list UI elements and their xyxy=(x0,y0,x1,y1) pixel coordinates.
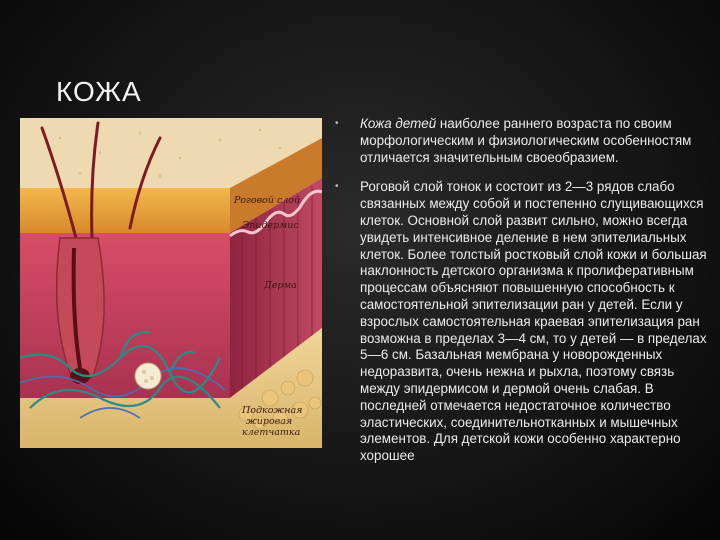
slide-title: КОЖА xyxy=(56,76,142,107)
epidermis-layer xyxy=(20,188,230,233)
label-subcutaneous-2: жировая xyxy=(246,416,293,427)
bullet-dot-icon: • xyxy=(335,118,339,129)
label-stratum-corneum: Роговой слой xyxy=(234,195,301,206)
label-epidermis: Эпидермис xyxy=(242,220,299,231)
label-subcutaneous-3: клетчатка xyxy=(242,427,301,438)
bullet-item xyxy=(332,116,716,166)
label-subcutaneous-1: Подкожная xyxy=(242,405,303,416)
bullet-item xyxy=(332,179,716,465)
bullet-text: Роговой слой тонок и состоит из 2—3 рядов слабо связанных между собой и постепенно слущивающихся клеток. Основной слой развит сильно, можно всегда увидеть интенсивное деление в нем эпителиальных клеток. Более толстый ростковый слой кожи и большая наклонность детского организма к пролиферативным процессам объясняют повышенную способность к самостоятельной эпителизации ран у детей. Если у взрослых самостоятельная краевая эпителизация ран возможна в пределах 3—4 см, то у детей — в пределах 5—6 см. Базальная мембрана у новорожденных недоразвита, очень нежна и рыхла, поэтому связь между эпидермисом и дермой очень слабая. В последней отмечается недостаточное количество эластических, соединительнотканных и мышечных элементов. Для детской кожи особенно характерно хорошее xyxy=(360,179,707,464)
bullet-text: наиболее раннего возраста по своим морфологическим и физиологическим особенностям отличается значительным своеобразием. xyxy=(360,116,692,165)
text-column xyxy=(332,116,716,478)
bullet-emphasis: Кожа детей xyxy=(360,116,437,131)
skin-cross-section-illustration xyxy=(20,118,322,448)
bullet-dot-icon: • xyxy=(335,181,339,193)
label-dermis: Дерма xyxy=(264,280,297,291)
sweat-gland xyxy=(135,363,161,389)
